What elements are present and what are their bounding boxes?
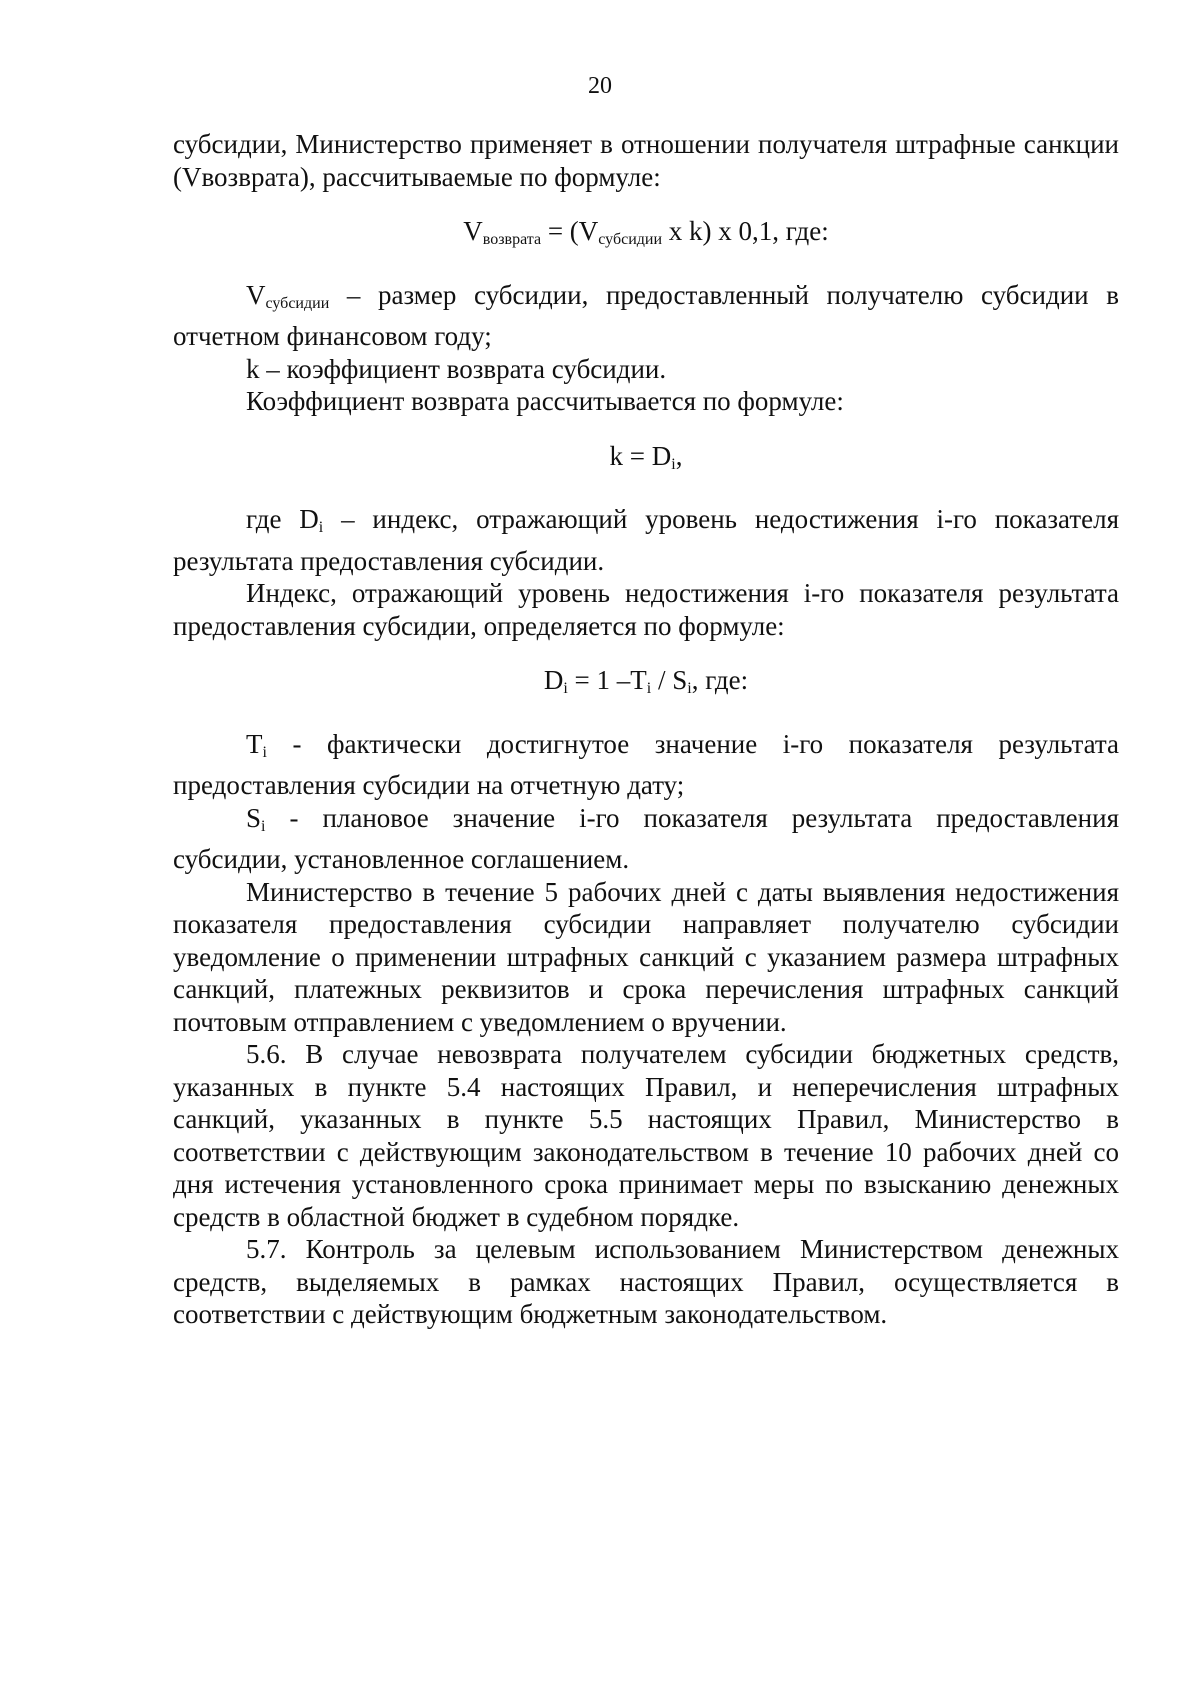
paragraph-text: - фактически достигнутое значение i-го показателя результата предоставления субсидии на отчетную дату; — [173, 728, 1119, 800]
formula-subscript: i — [262, 743, 267, 761]
formula-text: = 1 –T — [567, 665, 647, 695]
formula-subscript: i — [646, 680, 652, 697]
paragraph-si-definition — [173, 802, 1119, 876]
paragraph-k-definition: k – коэффициент возврата субсидии. — [246, 353, 667, 384]
formula-subscript: i — [318, 519, 324, 536]
formula-subscript: возврата — [482, 231, 542, 248]
paragraph-5-7: 5.7. Контроль за целевым использованием Министерством денежных средств, выделяемых в рамках настоящих Правил, осуществляется в соответствии с действующим бюджетным законодательством. — [173, 1234, 1119, 1329]
formula-subscript: i — [687, 680, 692, 697]
paragraph-di-formula-intro: Индекс, отражающий уровень недостижения i-го показателя результата предоставления субсидии, определяется по формуле: — [173, 578, 1119, 641]
formula-subscript: субсидии — [265, 294, 330, 312]
formula-symbol: V — [246, 279, 266, 310]
formula-subscript: i — [671, 455, 676, 473]
paragraph-text: где D — [246, 504, 319, 534]
formula-symbol: T — [246, 728, 263, 759]
formula-subscript: i — [261, 817, 266, 835]
document-body — [173, 128, 1119, 1331]
formula-symbol: S — [246, 802, 262, 833]
formula-text: / S — [651, 665, 688, 695]
paragraph-text: – индекс, отражающий уровень недостижения i-го показателя результата предоставления субсидии. — [173, 504, 1120, 576]
formula-subscript: субсидии — [598, 231, 663, 248]
paragraph-ti-definition — [173, 728, 1119, 802]
paragraph-penalty-intro: субсидии, Министерство применяет в отношении получателя штрафные санкции (Vвозврата), рассчитываемые по формуле: — [173, 129, 1119, 192]
formula-symbol: V — [463, 216, 483, 246]
formula-text: , — [675, 440, 683, 471]
paragraph-di-definition — [173, 503, 1119, 577]
formula-k — [173, 440, 1119, 482]
formula-text: , где: — [691, 665, 749, 695]
paragraph-text: – размер субсидии, предоставленный получателю субсидии в отчетном финансовом году; — [173, 279, 1119, 351]
formula-text: k = D — [609, 440, 672, 471]
formula-return-volume — [173, 215, 1119, 257]
formula-text: = (V — [541, 216, 599, 246]
paragraph-subsidy-volume-definition — [173, 279, 1119, 353]
formula-text: x k) x 0,1, где: — [662, 216, 829, 246]
page-number: 20 — [588, 73, 612, 99]
formula-di — [173, 664, 1119, 706]
paragraph-k-formula-intro: Коэффициент возврата рассчитывается по формуле: — [246, 386, 844, 416]
paragraph-text: - плановое значение i-го показателя результата предоставления субсидии, установленное соглашением. — [173, 802, 1119, 874]
paragraph-5-6: 5.6. В случае невозврата получателем субсидии бюджетных средств, указанных в пункте 5.4 настоящих Правил, и неперечисления штрафных санкций, указанных в пункте 5.5 настоящих Правил, Министерство в соответствии с действующим законодательством в течение 10 рабочих дней со дня истечения установленного срока принимает меры по взысканию денежных средств в областной бюджет в судебном порядке. — [173, 1039, 1119, 1232]
formula-subscript: i — [563, 680, 568, 697]
paragraph-notification: Министерство в течение 5 рабочих дней с даты выявления недостижения показателя предоставления субсидии направляет получателю субсидии уведомление о применении штрафных санкций с указанием размера штрафных санкций, платежных реквизитов и срока перечисления штрафных санкций почтовым отправлением с уведомлением о вручении. — [173, 876, 1119, 1037]
formula-symbol: D — [543, 665, 564, 695]
